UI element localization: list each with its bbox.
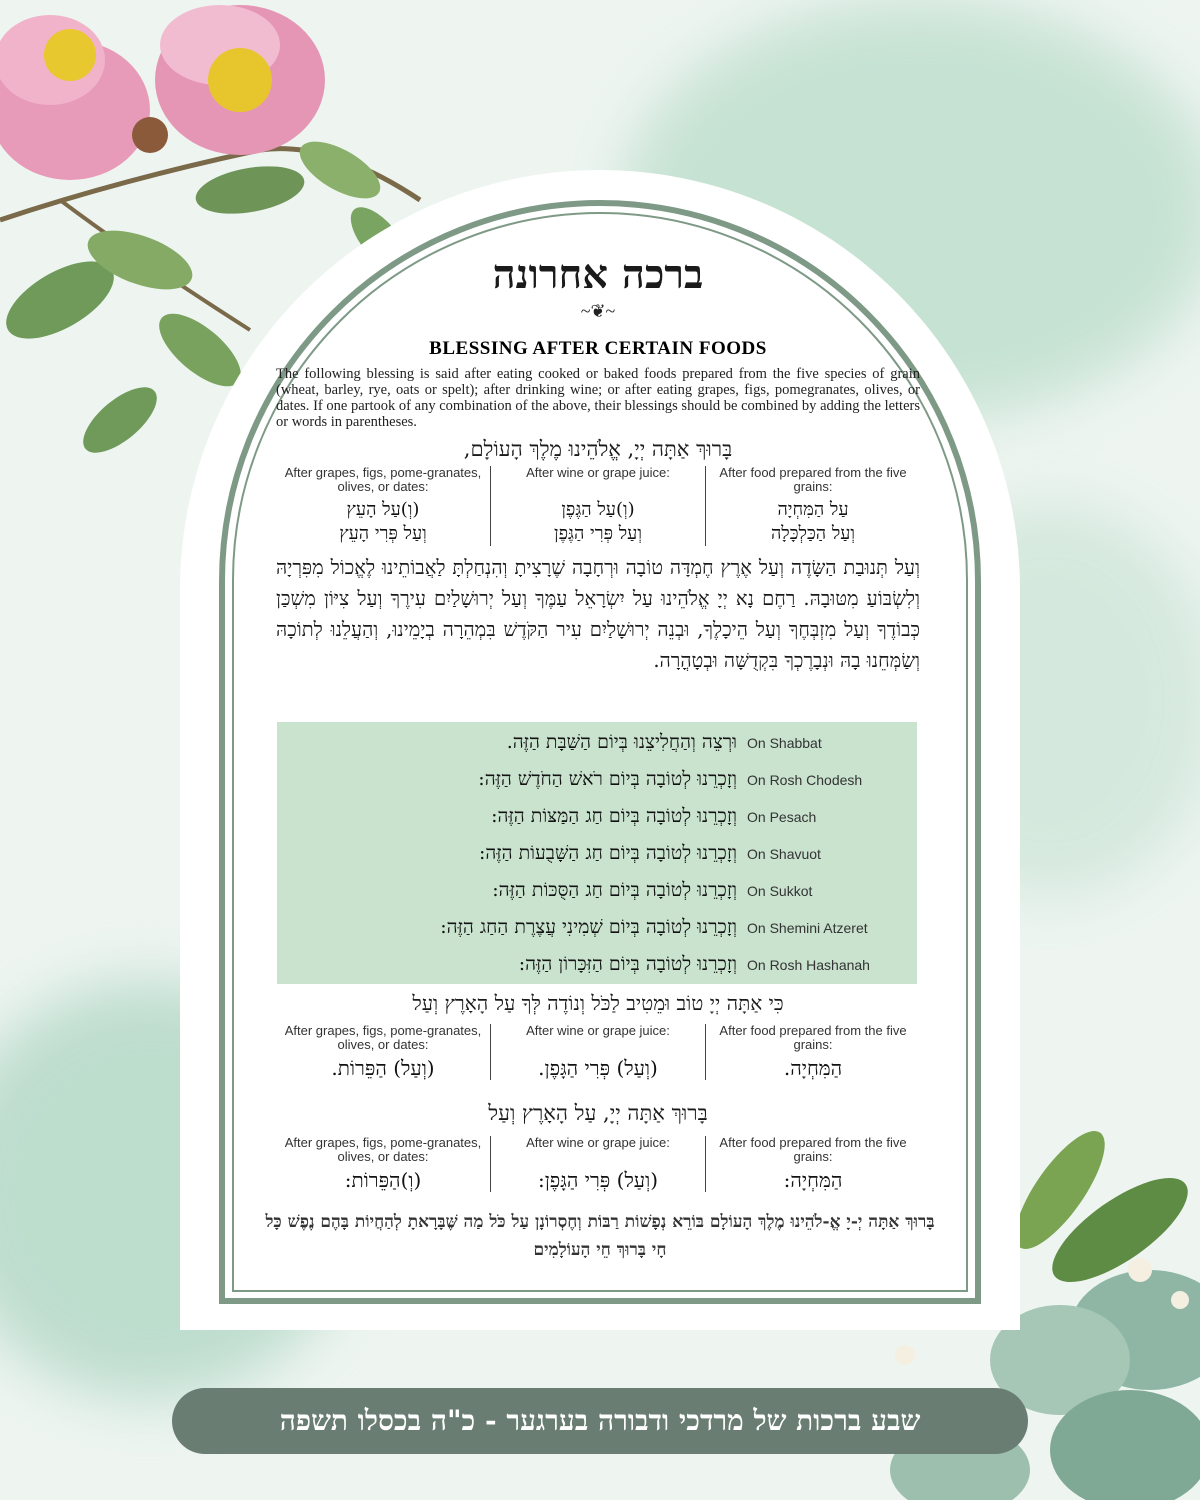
section2-grain-text: הַמִּחְיָה.: [783, 1056, 843, 1080]
opening-line: בָּרוּךְ אַתָּה יְיָ, אֱלֹהֵינוּ מֶלֶךְ הָעוֹלָם,: [463, 437, 733, 461]
caption-fruit: After grapes, figs, pome-granates, olives, or dates:: [284, 465, 482, 494]
holiday-name: On Rosh Hashanah: [747, 956, 870, 973]
holiday-name: On Shemini Atzeret: [747, 919, 868, 936]
holiday-name: On Sukkot: [747, 882, 813, 899]
holiday-row: [277, 946, 917, 983]
holiday-insertion-text: וְזָכְרֵנוּ לְטוֹבָה בְּיוֹם חַג הַסֻּכּוֹת הַזֶּה:: [492, 879, 737, 901]
ornament-divider-icon: ~❦~: [580, 301, 616, 321]
section2-fruit: [276, 1024, 490, 1080]
page-title: ברכה אחרונה: [492, 251, 704, 298]
holiday-row: [277, 909, 917, 946]
caption-grain: After food prepared from the five grains:: [719, 1135, 907, 1164]
section1-fruit: [276, 466, 490, 546]
caption-fruit: After grapes, figs, pome-granates, olives, or dates:: [284, 1135, 482, 1164]
caption-wine: After wine or grape juice:: [526, 465, 670, 480]
holiday-row: [277, 724, 917, 761]
holiday-insertion-text: וּרְצֵה וְהַחֲלִיצֵנוּ בְּיוֹם הַשַּׁבָּת הַזֶּה.: [506, 731, 737, 753]
section3-wine-text: (וְעַל) פְּרִי הַגָּפֶן:: [537, 1168, 659, 1192]
intro-text: The following blessing is said after eating cooked or baked foods prepared from the five species of grain (wheat, barley, rye, oats or spelt); after drinking wine; or after eating grapes, figs, pomegranates, olives, or dates. If one partook of any combination of the above, their blessings should be combined by adding the letters or words in parentheses.: [276, 366, 920, 430]
caption-wine: After wine or grape juice:: [526, 1023, 670, 1038]
content: [276, 250, 920, 676]
section3-grain: [705, 1136, 920, 1192]
section1-columns: [276, 466, 920, 546]
section2-grain: [705, 1024, 920, 1080]
holiday-row: [277, 798, 917, 835]
footer-banner: שבע ברכות של מרדכי ודבורה בערגער - כ"ה בכסלו תשפה: [172, 1388, 1028, 1454]
baruch-line: בָּרוּךְ אַתָּה יְיָ, עַל הָאָרֶץ וְעַל: [488, 1101, 708, 1125]
holiday-name: On Rosh Chodesh: [747, 771, 863, 788]
section3-columns: [276, 1134, 920, 1192]
section1-grain: [705, 466, 920, 546]
english-title: BLESSING AFTER CERTAIN FOODS: [429, 338, 767, 359]
holiday-name: On Shabbat: [747, 734, 822, 751]
section2-wine-text: (וְעַל) פְּרִי הַגָּפֶן.: [538, 1056, 658, 1080]
section1-fruit-line1: (וְ)עַל הָעֵץ: [346, 499, 420, 520]
section2-wine: [490, 1024, 705, 1080]
section3-grain-text: הַמִּחְיָה:: [783, 1168, 843, 1192]
section3-fruit: [276, 1136, 490, 1192]
holiday-row: [277, 872, 917, 909]
holiday-name: On Pesach: [747, 808, 817, 825]
section1-grain-line2: וְעַל הַכַּלְכָּלָה: [770, 523, 856, 544]
holiday-row: [277, 835, 917, 872]
section3-fruit-text: (וְ)הַפֵּרוֹת:: [344, 1168, 422, 1192]
section2-columns: [276, 1022, 920, 1080]
holiday-insertion-text: וְזָכְרֵנוּ לְטוֹבָה בְּיוֹם רֹאשׁ הַחֹדֶשׁ הַזֶּה:: [478, 768, 737, 790]
holiday-insertion-text: וְזָכְרֵנוּ לְטוֹבָה בְּיוֹם הַזִּכָּרוֹן הַזֶּה:: [518, 953, 737, 975]
section2-fruit-text: (וְעַל) הַפֵּרוֹת.: [331, 1056, 435, 1080]
ki-line: כִּי אַתָּה יְיָ טוֹב וּמֵטִיב לַכֹּל וְנוֹדֶה לְּךָ עַל הָאָרֶץ וְעַל: [412, 991, 784, 1015]
main-paragraph: וְעַל תְּנוּבַת הַשָּׂדֶה וְעַל אֶרֶץ חֶמְדָּה טוֹבָה וּרְחָבָה שֶׁרָצִיתָ וְהִנְחַלְתָּ לַאֲבוֹתֵינוּ לֶאֱכוֹל מִפִּרְיָהּ וְלִשְׂבּוֹעַ מִטּוּבָהּ. רַחֶם נָא יְיָ אֱלֹהֵינוּ עַל יִשְׂרָאֵל עַמֶּךָ וְעַל יְרוּשָׁלַיִם עִירֶךָ וְעַל צִיּוֹן מִשְׁכַּן כְּבוֹדֶךָ וְעַל מִזְבְּחֶךָ וְעַל הֵיכָלֶךָ, וּבְנֵה יְרוּשָׁלַיִם עִיר הַקֹּדֶשׁ בִּמְהֵרָה בְיָמֵינוּ, וְהַעֲלֵנוּ לְתוֹכָהּ וְשַׂמְּחֵנוּ בָהּ וּנְבָרֶכְךָ בִּקְדֻשָּׁה וּבְטָהֳרָה.: [276, 556, 920, 672]
section3-wine: [490, 1136, 705, 1192]
holiday-insertion-text: וְזָכְרֵנוּ לְטוֹבָה בְּיוֹם חַג הַמַּצּוֹת הַזֶּה:: [491, 805, 737, 827]
section1-grain-line1: עַל הַמִּחְיָה: [777, 499, 849, 520]
final-blessing: בָּרוּךְ אַתָּה יְ-יָ אֱ-לֹהֵינוּ מֶלֶךְ הָעוֹלָם בּוֹרֵא נְפָשׁוֹת רַבּוֹת וְחֶסְרוֹנָן עַל כֹּל מַה שֶּׁבָּרָאתָ לְהַחֲיוֹת בָּהֶם נֶפֶשׁ כָּל חָי בָּרוּךְ חֵי הָעוֹלָמִים: [265, 1212, 935, 1260]
section1-fruit-line2: וְעַל פְּרִי הָעֵץ: [339, 523, 427, 544]
section1-wine-line2: וְעַל פְּרִי הַגֶּפֶן: [554, 523, 642, 544]
caption-grain: After food prepared from the five grains:: [719, 1023, 907, 1052]
holiday-insertion-text: וְזָכְרֵנוּ לְטוֹבָה בְּיוֹם חַג הַשָּׁבֻעוֹת הַזֶּה:: [479, 842, 737, 864]
caption-wine: After wine or grape juice:: [526, 1135, 670, 1150]
caption-fruit: After grapes, figs, pome-granates, olives, or dates:: [284, 1023, 482, 1052]
section1-wine-line1: (וְ)עַל הַגֶּפֶן: [561, 499, 635, 520]
caption-grain: After food prepared from the five grains:: [719, 465, 907, 494]
section1-wine: [490, 466, 705, 546]
holiday-name: On Shavuot: [747, 845, 821, 862]
holiday-row: [277, 761, 917, 798]
holiday-insertion-text: וְזָכְרֵנוּ לְטוֹבָה בְּיוֹם שְׁמִינִי עֲצֶרֶת הַחַג הַזֶּה:: [440, 916, 737, 938]
